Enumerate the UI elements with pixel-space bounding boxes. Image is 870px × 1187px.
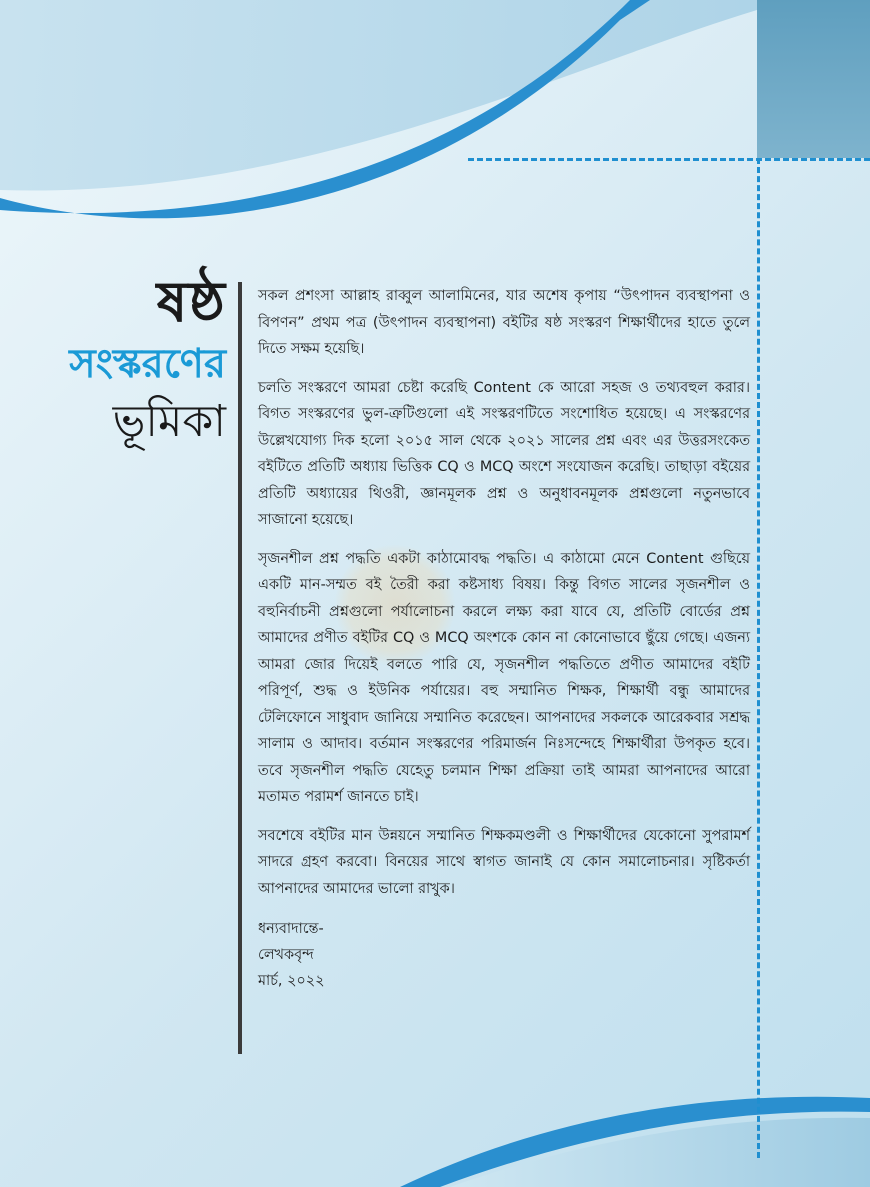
- heading-line-1: ষষ্ঠ: [156, 270, 226, 335]
- signature-date: মার্চ, ২০২২: [258, 973, 325, 989]
- top-wave-fill: [0, 0, 757, 191]
- signature-author: লেখকবৃন্দ: [258, 947, 314, 963]
- paragraph-2: চলতি সংস্করণে আমরা চেষ্টা করেছি Content কে আরো সহজ ও তথ্যবহুল করার। বিগত সংস্করণের ভুল-ত্রুটিগুলো এই সংস্করণটিতে সংশোধিত হয়েছে। এ সংস্করণের উল্লেখযোগ্য দিক হলো ২০১৫ সাল থেকে ২০২১ সালের প্রশ্ন এবং এর উত্তরসংকেত বইটিতে প্রতিটি অধ্যায় ভিত্তিক CQ ও MCQ অংশে সংযোজন করেছি। তাছাড়া বইয়ের প্রতিটি অধ্যায়ের থিওরী, জ্ঞানমূলক প্রশ্ন ও অনুধাবনমূলক প্রশ্নগুলো নতুনভাবে সাজানো হয়েছে।: [258, 379, 750, 528]
- dashed-line-horizontal: [468, 158, 870, 161]
- heading-line-2: সংস্করণের: [69, 341, 226, 387]
- signature-closing: ধন্যবাদান্তে-: [258, 921, 324, 937]
- dashed-line-vertical: [757, 158, 760, 1158]
- preface-body: [258, 283, 750, 994]
- signature-block: [258, 916, 750, 994]
- corner-block: [757, 0, 870, 158]
- paragraph-1: সকল প্রশংসা আল্লাহ রাব্বুল আলামিনের, যার অশেষ কৃপায় “উৎপাদন ব্যবস্থাপনা ও বিপণন” প্রথম পত্র (উৎপাদন ব্যবস্থাপনা) বইটির ষষ্ঠ সংস্করণ শিক্ষার্থীদের হাতে তুলে দিতে সক্ষম হয়েছি।: [258, 288, 750, 357]
- paragraph-3: সৃজনশীল প্রশ্ন পদ্ধতি একটা কাঠামোবদ্ধ পদ্ধতি। এ কাঠামো মেনে Content গুছিয়ে একটি মান-সম্মত বই তৈরী করা কষ্টসাধ্য বিষয়। কিন্তু বিগত সালের সৃজনশীল ও বহুনির্বাচনী প্রশ্নগুলো পর্যালোচনা করলে লক্ষ্য করা যাবে যে, প্রতিটি বোর্ডের প্রশ্ন আমাদের প্রণীত বইটির CQ ও MCQ অংশকে কোন না কোনোভাবে ছুঁয়ে গেছে। এজন্য আমরা জোর দিয়েই বলতে পারি যে, সৃজনশীল পদ্ধতিতে প্রণীত আমাদের বইটি পরিপূর্ণ, শুদ্ধ ও ইউনিক পর্যায়ের। বহু সম্মানিত শিক্ষক, শিক্ষার্থী বন্ধু আমাদের টেলিফোনে সাধুবাদ জানিয়ে সম্মানিত করেছেন। আপনাদের সকলকে আরেকবার সশ্রদ্ধ সালাম ও আদাব। বর্তমান সংস্করণের পরিমার্জন নিঃসন্দেহে শিক্ষার্থীরা উপকৃত হবে। তবে সৃজনশীল পদ্ধতি যেহেতু চলমান শিক্ষা প্রক্রিয়া তাই আমরা আপনাদের আরো মতামত পরামর্শ জানতে চাই।: [258, 550, 750, 805]
- paragraph-4: সবশেষে বইটির মান উন্নয়নে সম্মানিত শিক্ষকমণ্ডলী ও শিক্ষার্থীদের যেকোনো সুপরামর্শ সাদরে গ্রহণ করবো। বিনয়ের সাথে স্বাগত জানাই যে কোন সমালোচনার। সৃষ্টিকর্তা আপনাদের আমাদের ভালো রাখুক।: [258, 827, 750, 897]
- vertical-divider: [238, 282, 242, 1054]
- preface-heading: [0, 270, 226, 452]
- heading-line-3: ভূমিকা: [112, 396, 226, 447]
